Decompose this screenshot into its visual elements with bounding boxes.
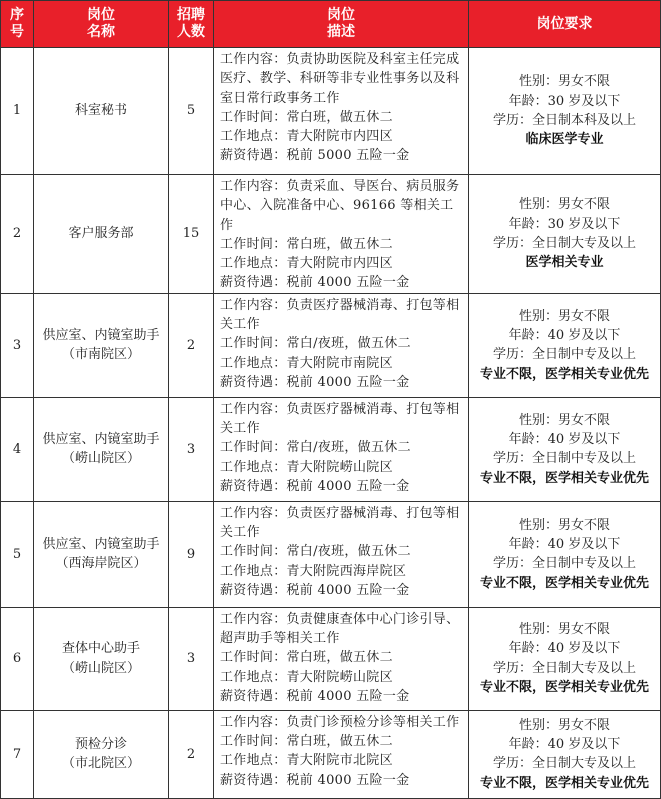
req-gender: 性别：男女不限 <box>518 308 610 324</box>
cell-headcount: 2 <box>169 710 214 798</box>
req-major: 专业不限，医学相关专业优先 <box>479 680 649 696</box>
req-education: 学历：全日制大专及以上 <box>492 756 636 772</box>
req-major: 临床医学专业 <box>525 132 604 148</box>
header-seq-line: 序 <box>10 7 24 23</box>
desc-salary: 薪资待遇：税前 5000 五险一金 <box>220 148 410 164</box>
req-major: 专业不限，医学相关专业优先 <box>479 775 649 791</box>
desc-salary: 薪资待遇：税前 4000 五险一金 <box>220 374 410 390</box>
table-body <box>1 48 661 799</box>
desc-content: 工作内容：负责医疗器械消毒、打包等相关工作 <box>220 401 460 437</box>
req-major: 专业不限，医学相关专业优先 <box>479 470 649 486</box>
req-gender: 性别：男女不限 <box>518 74 610 90</box>
req-gender: 性别：男女不限 <box>518 197 610 213</box>
header-name-line: 名称 <box>87 24 115 40</box>
desc-content: 工作内容：负责采血、导医台、病员服务中心、入院准备中心、96166 等相关工作 <box>220 179 460 233</box>
header-name-line: 岗位 <box>87 7 115 23</box>
desc-hours: 工作时间：常白班，做五休二 <box>220 109 393 125</box>
desc-salary: 薪资待遇：税前 4000 五险一金 <box>220 275 410 291</box>
cell-description <box>214 397 469 501</box>
desc-location: 工作地点：青大附院市南院区 <box>220 355 393 371</box>
header-desc-line: 岗位 <box>327 7 355 23</box>
desc-hours: 工作时间：常白班，做五休二 <box>220 734 393 750</box>
desc-content: 工作内容：负责协助医院及科室主任完成医疗、教学、科研等非专业性事务以及科室日常行政事务工作 <box>220 52 460 106</box>
table-header <box>1 1 661 48</box>
cell-headcount: 15 <box>169 175 214 294</box>
req-education: 学历：全日制本科及以上 <box>492 113 636 128</box>
table-row <box>1 501 661 607</box>
cell-headcount: 3 <box>169 607 214 710</box>
cell-requirements <box>469 293 661 397</box>
header-req-line: 岗位要求 <box>536 15 593 32</box>
req-major: 医学相关专业 <box>525 255 604 271</box>
position-campus: （崂山院区） <box>61 660 140 676</box>
desc-salary: 薪资待遇：税前 4000 五险一金 <box>220 582 410 598</box>
position-campus: （市南院区） <box>61 347 140 363</box>
cell-seq: 6 <box>1 607 34 710</box>
cell-headcount: 9 <box>169 501 214 607</box>
desc-hours: 工作时间：常白/夜班，做五休二 <box>220 544 411 560</box>
req-education: 学历：全日制中专及以上 <box>492 451 636 467</box>
cell-headcount: 2 <box>169 293 214 397</box>
desc-salary: 薪资待遇：税前 4000 五险一金 <box>220 772 410 788</box>
desc-location: 工作地点：青大附院市内四区 <box>220 256 393 272</box>
position-campus: （市北院区） <box>61 756 140 772</box>
position-name-line: 客户服务部 <box>68 226 134 242</box>
cell-position-name <box>34 293 169 397</box>
desc-hours: 工作时间：常白班，做五休二 <box>220 236 393 252</box>
cell-description <box>214 710 469 798</box>
position-name-line: 查体中心助手 <box>61 641 140 657</box>
desc-hours: 工作时间：常白/夜班，做五休二 <box>220 440 411 456</box>
desc-location: 工作地点：青大附院市内四区 <box>220 129 393 145</box>
cell-position-name <box>34 501 169 607</box>
position-name-line: 供应室、内镜室助手 <box>42 536 160 552</box>
cell-requirements <box>469 607 661 710</box>
cell-seq: 5 <box>1 501 34 607</box>
cell-position-name <box>34 607 169 710</box>
req-gender: 性别：男女不限 <box>518 517 610 533</box>
cell-position-name <box>34 48 169 175</box>
cell-seq: 2 <box>1 175 34 294</box>
desc-location: 工作地点：青大附院崂山院区 <box>220 669 393 685</box>
cell-requirements <box>469 397 661 501</box>
table-row <box>1 48 661 175</box>
desc-location: 工作地点：青大附院西海岸院区 <box>220 563 407 579</box>
position-campus: （崂山院区） <box>61 451 140 467</box>
header-desc <box>214 1 469 48</box>
req-major: 专业不限，医学相关专业优先 <box>479 575 649 591</box>
cell-description <box>214 175 469 294</box>
cell-description <box>214 48 469 175</box>
req-education: 学历：全日制中专及以上 <box>492 347 636 363</box>
desc-content: 工作内容：负责健康查体中心门诊引导、超声助手等相关工作 <box>220 611 460 647</box>
req-age: 年龄：40 岁及以下 <box>508 641 621 657</box>
header-num-line: 招聘 <box>177 7 205 23</box>
position-name-line: 预检分诊 <box>74 736 127 752</box>
cell-requirements <box>469 48 661 175</box>
position-campus: （西海岸院区） <box>55 556 147 572</box>
req-age: 年龄：40 岁及以下 <box>508 536 621 552</box>
header-num <box>169 1 214 48</box>
table-row <box>1 293 661 397</box>
desc-content: 工作内容：负责医疗器械消毒、打包等相关工作 <box>220 297 460 333</box>
position-name-line: 供应室、内镜室助手 <box>42 431 160 447</box>
desc-content: 工作内容：负责门诊预检分诊等相关工作 <box>220 714 460 730</box>
req-education: 学历：全日制大专及以上 <box>492 235 636 251</box>
req-age: 年龄：40 岁及以下 <box>508 431 621 447</box>
req-age: 年龄：40 岁及以下 <box>508 736 621 752</box>
cell-seq: 4 <box>1 397 34 501</box>
desc-salary: 薪资待遇：税前 4000 五险一金 <box>220 688 410 704</box>
cell-description <box>214 501 469 607</box>
table-row <box>1 175 661 294</box>
req-education: 学历：全日制中专及以上 <box>492 556 636 572</box>
cell-requirements <box>469 710 661 798</box>
header-seq <box>1 1 34 48</box>
header-num-line: 人数 <box>177 24 205 40</box>
cell-headcount: 3 <box>169 397 214 501</box>
cell-requirements <box>469 175 661 294</box>
desc-salary: 薪资待遇：税前 4000 五险一金 <box>220 478 410 494</box>
header-seq-line: 号 <box>10 24 24 40</box>
table-row <box>1 607 661 710</box>
desc-hours: 工作时间：常白班，做五休二 <box>220 650 393 666</box>
req-age: 年龄：30 岁及以下 <box>508 216 621 232</box>
cell-position-name <box>34 175 169 294</box>
cell-description <box>214 293 469 397</box>
cell-position-name <box>34 397 169 501</box>
cell-requirements <box>469 501 661 607</box>
header-desc-line: 描述 <box>327 24 355 40</box>
header-row <box>1 1 661 48</box>
cell-seq: 3 <box>1 293 34 397</box>
header-req <box>469 1 661 48</box>
header-name <box>34 1 169 48</box>
desc-location: 工作地点：青大附院崂山院区 <box>220 459 393 475</box>
cell-position-name <box>34 710 169 798</box>
table-row <box>1 710 661 798</box>
cell-headcount: 5 <box>169 48 214 175</box>
desc-hours: 工作时间：常白/夜班，做五休二 <box>220 336 411 352</box>
cell-seq: 1 <box>1 48 34 175</box>
table-row <box>1 397 661 501</box>
req-gender: 性别：男女不限 <box>518 412 610 428</box>
desc-content: 工作内容：负责医疗器械消毒、打包等相关工作 <box>220 505 460 541</box>
req-age: 年龄：40 岁及以下 <box>508 327 621 343</box>
req-education: 学历：全日制大专及以上 <box>492 660 636 676</box>
desc-location: 工作地点：青大附院市北院区 <box>220 753 393 769</box>
req-gender: 性别：男女不限 <box>518 622 610 638</box>
cell-seq: 7 <box>1 710 34 798</box>
position-name-line: 供应室、内镜室助手 <box>42 327 160 343</box>
req-gender: 性别：男女不限 <box>518 717 610 733</box>
position-name-line: 科室秘书 <box>74 103 127 119</box>
cell-description <box>214 607 469 710</box>
req-age: 年龄：30 岁及以下 <box>508 93 621 109</box>
req-major: 专业不限，医学相关专业优先 <box>479 366 649 382</box>
